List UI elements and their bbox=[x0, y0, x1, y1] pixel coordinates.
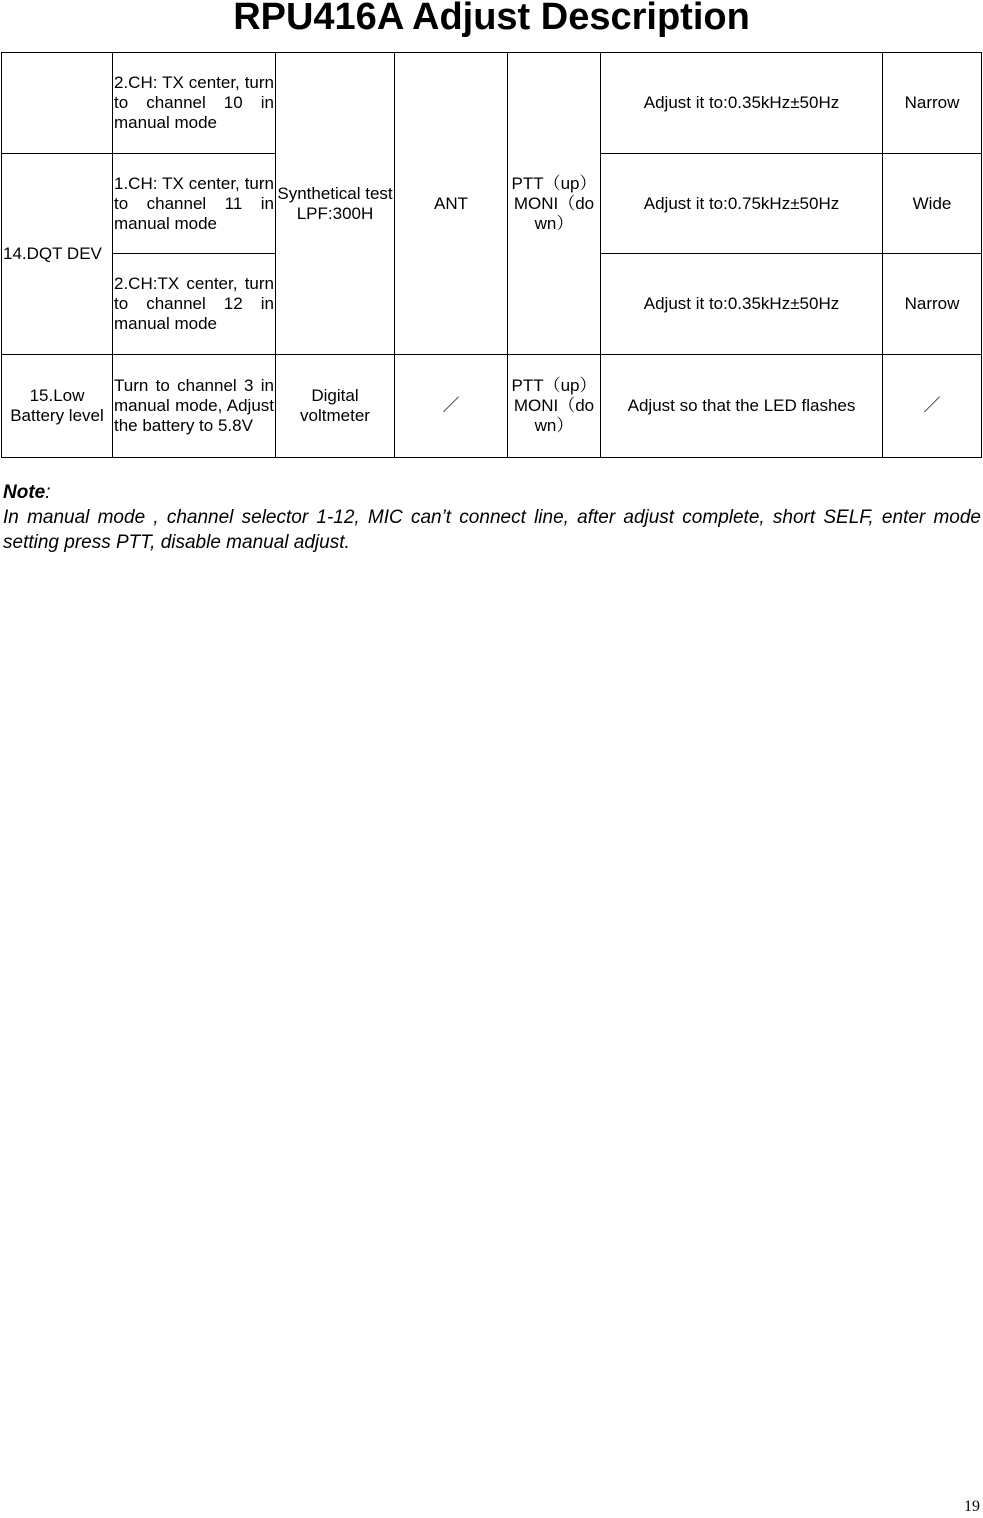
mode-cell: Narrow bbox=[883, 254, 982, 355]
note-text: In manual mode , channel selector 1-12, MIC can’t connect line, after adjust complete, short SELF, enter mode setting press PTT, disable manual adjust. bbox=[3, 507, 981, 553]
keys-cell: PTT（up）MONI（down） bbox=[508, 53, 601, 355]
adjustment-cell: Adjust so that the LED flashes bbox=[601, 355, 883, 458]
adjustment-cell: Adjust it to:0.35kHz±50Hz bbox=[601, 254, 883, 355]
page-title: RPU416A Adjust Description bbox=[233, 0, 750, 38]
item-cell: 15.Low Battery level bbox=[2, 355, 113, 458]
adjustment-cell: Adjust it to:0.35kHz±50Hz bbox=[601, 53, 883, 154]
terminal-cell: ANT bbox=[395, 53, 508, 355]
terminal-cell: ／ bbox=[395, 355, 508, 458]
mode-cell: ／ bbox=[883, 355, 982, 458]
instrument-cell: Digital voltmeter bbox=[276, 355, 395, 458]
condition-cell: 2.CH:TX center, turn to channel 12 in manual mode bbox=[113, 254, 276, 355]
note-block bbox=[3, 480, 981, 555]
mode-cell: Wide bbox=[883, 154, 982, 254]
condition-cell: Turn to channel 3 in manual mode, Adjust the battery to 5.8V bbox=[113, 355, 276, 458]
item-cell bbox=[2, 53, 113, 154]
table-row bbox=[2, 355, 982, 458]
adjustment-cell: Adjust it to:0.75kHz±50Hz bbox=[601, 154, 883, 254]
condition-cell: 1.CH: TX center, turn to channel 11 in manual mode bbox=[113, 154, 276, 254]
keys-cell: PTT（up）MONI（down） bbox=[508, 355, 601, 458]
note-colon: : bbox=[45, 482, 51, 503]
instrument-cell: Synthetical test LPF:300H bbox=[276, 53, 395, 355]
page-number: 19 bbox=[964, 1498, 980, 1515]
table-row bbox=[2, 53, 982, 154]
item-cell: 14.DQT DEV bbox=[2, 154, 113, 355]
mode-cell: Narrow bbox=[883, 53, 982, 154]
adjust-table bbox=[1, 52, 982, 458]
condition-cell: 2.CH: TX center, turn to channel 10 in manual mode bbox=[113, 53, 276, 154]
note-label: Note bbox=[3, 482, 46, 503]
